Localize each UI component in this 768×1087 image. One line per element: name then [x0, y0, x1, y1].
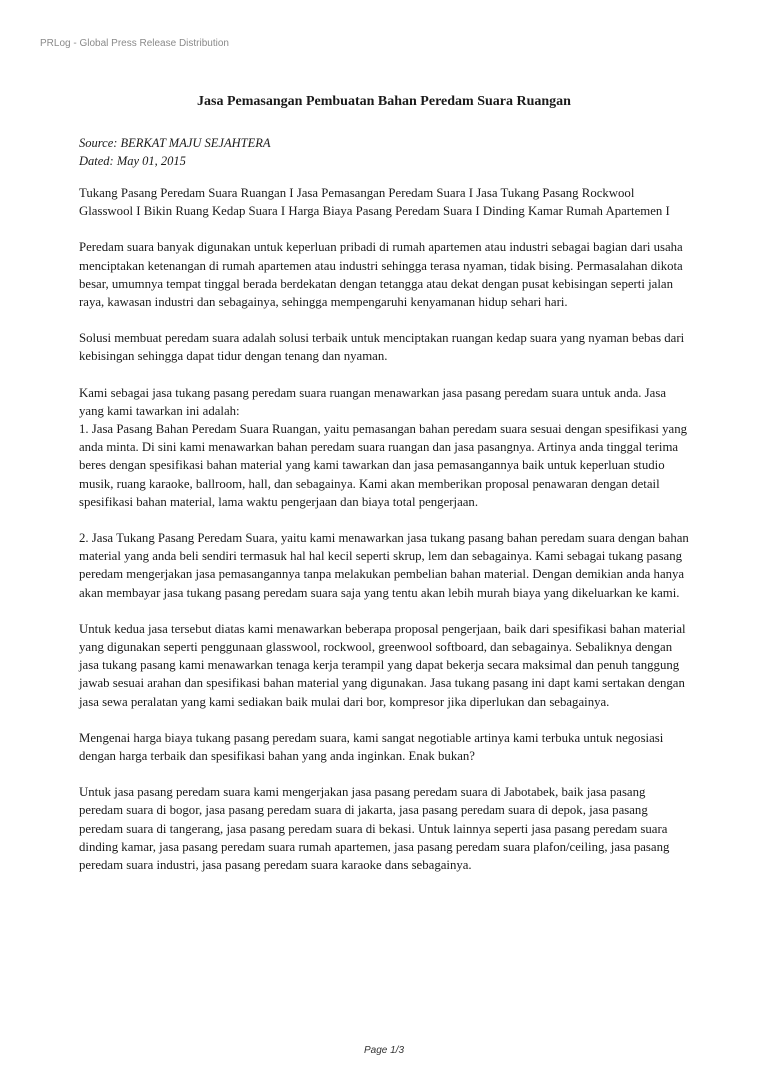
paragraph: Solusi membuat peredam suara adalah solusi terbaik untuk menciptakan ruangan kedap suara yang nyaman bebas dari kebisingan sehingga dapat tidur dengan tenang dan nyaman.	[79, 331, 685, 364]
dated-line: Dated: May 01, 2015	[79, 154, 186, 168]
paragraph: Mengenai harga biaya tukang pasang peredam suara, kami sangat negotiable artinya kami terbuka untuk negosiasi dengan harga terbaik dan spesifikasi bahan yang anda inginkan. Enak bukan?	[79, 730, 664, 764]
document-body	[79, 184, 691, 892]
document-title: Jasa Pemasangan Pembuatan Bahan Peredam Suara Ruangan	[197, 94, 571, 109]
paragraph: Peredam suara banyak digunakan untuk keperluan pribadi di rumah apartemen atau industri sebagai bagian dari usaha menciptakan ketenangan di rumah apartemen atau industri sehingga terasa nyaman, tidak bising. Permasalahan dikota besar, umumnya tempat tinggal berada berdekatan dengan tetangga atau dekat dengan pusat kebisingan seperti jalan raya, kawasan industri dan sebagainya, sehingga mempengaruhi kenyamanan hidup sehari hari.	[79, 240, 683, 310]
document-meta	[79, 134, 271, 170]
page-number: Page 1/3	[363, 1045, 405, 1056]
paragraph: Untuk jasa pasang peredam suara kami mengerjakan jasa pasang peredam suara di Jabotabek, baik jasa pasang peredam suara di bogor, jasa pasang peredam suara di jakarta, jasa pasang peredam suara di depok, jasa pasang peredam suara di tangerang, jasa pasang peredam suara di bekasi. Untuk lainnya seperti jasa pasang peredam suara dinding kamar, jasa pasang peredam suara rumah apartemen, jasa pasang peredam suara plafon/ceiling, jasa pasang peredam suara industri, jasa pasang peredam suara karaoke dans sebagainya.	[79, 785, 670, 873]
site-header: PRLog - Global Press Release Distribution	[40, 38, 229, 49]
paragraph: Tukang Pasang Peredam Suara Ruangan I Jasa Pemasangan Peredam Suara I Jasa Tukang Pasang Rockwool Glasswool I Bikin Ruang Kedap Suara I Harga Biaya Pasang Peredam Suara I Dinding Kamar Rumah Apartemen I	[79, 186, 670, 219]
source-line: Source: BERKAT MAJU SEJAHTERA	[79, 136, 271, 150]
paragraph: Untuk kedua jasa tersebut diatas kami menawarkan beberapa proposal pengerjaan, baik dari spesifikasi bahan material yang digunakan seperti penggunaan glasswool, rockwool, greenwool softboard, dan sebagainya. Sebaliknya dengan jasa tukang pasang kami menawarkan tenaga kerja terampil yang dapat bekerja secara maksimal dan penuh tanggung jawab sesuai arahan dan spesifikasi bahan material yang digunakan. Jasa tukang pasang ini dapt kami sertakan dengan jasa sewa peralatan yang kami sediakan baik mulai dari bor, kompresor jika diperlukan dan sebagainya.	[79, 621, 686, 709]
paragraph: 1. Jasa Pasang Bahan Peredam Suara Ruangan, yaitu pemasangan bahan peredam suara sesuai dengan spesifikasi yang anda minta. Di sini kami menawarkan bahan peredam suara ruangan dan jasa pasangnya. Artinya anda tinggal terima beres dengan spesifikasi bahan material yang kami tawarkan dan jasa pemasangannya baik untuk keperluan studio musik, ruang karaoke, ballroom, hall, dan sebagainya. Kami akan memberikan proposal penawaran dengan detail spesifikasi bahan material, lama waktu pengerjaan dan biaya total pengerjaan.	[79, 422, 688, 509]
paragraph: Kami sebagai jasa tukang pasang peredam suara ruangan menawarkan jasa pasang peredam suara untuk anda. Jasa yang kami tawarkan ini adalah:	[79, 385, 666, 418]
paragraph: 2. Jasa Tukang Pasang Peredam Suara, yaitu kami menawarkan jasa tukang pasang bahan peredam suara dengan bahan material yang anda beli sendiri termasuk hal hal kecil seperti skrup, lem dan sebagainya. Kami sebagai tukang pasang peredam mengerjakan jasa pemasangannya tanpa melakukan pembelian bahan material. Dengan demikian anda hanya akan membayar jasa tukang pasang peredam suara saja yang tentu akan lebih murah biaya yang dikeluarkan ke kami.	[79, 531, 689, 600]
